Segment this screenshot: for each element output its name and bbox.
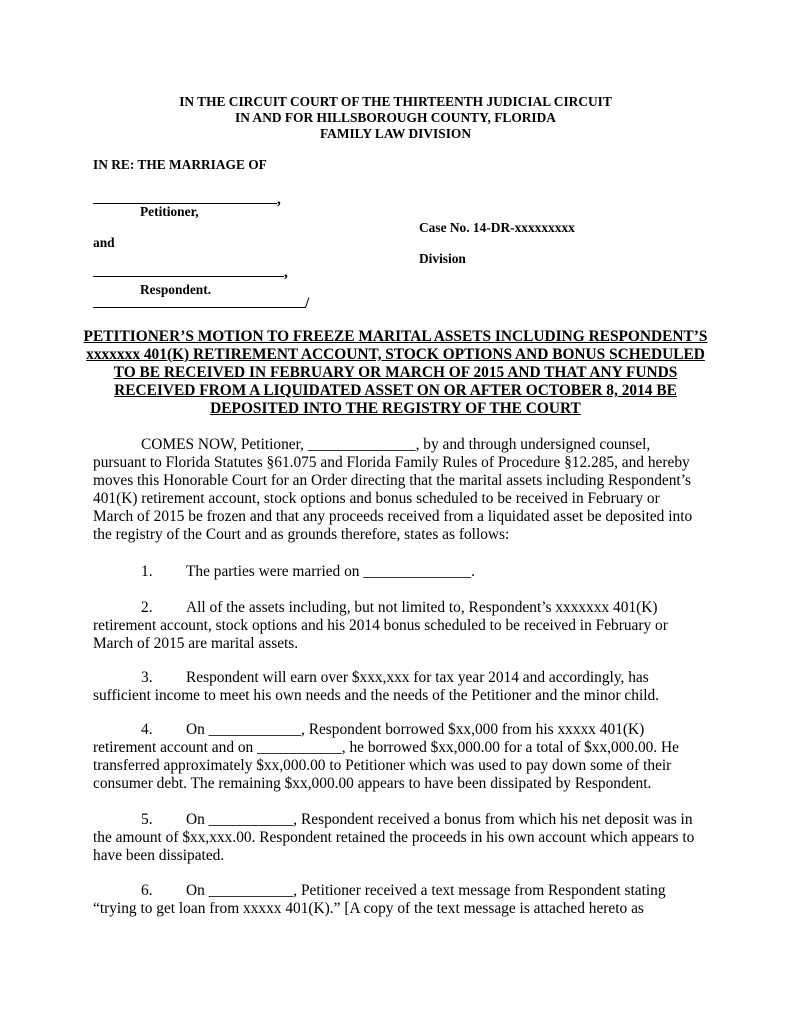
caption-closing-blank — [93, 293, 305, 308]
petitioner-label: Petitioner, — [140, 204, 199, 219]
paragraph-text: Respondent will earn over $xxx,xxx for tax year 2014 and accordingly, has sufficient income to meet his own needs and the needs of the Petitioner and the minor child. — [93, 669, 660, 704]
paragraph-text: On ___________, Respondent received a bonus from which his net deposit was in the amount of $xx,xxx.00. Respondent retained the proceeds in his own account which appears to have been dissipated. — [93, 811, 695, 864]
numbered-paragraph — [93, 882, 699, 918]
intro-text: COMES NOW, Petitioner, ______________, by and through undersigned counsel, pursuant to Florida Statutes §61.075 and Florida Family Rules of Procedure §12.285, and hereby moves this Honorable Court for an Order directing that the marital assets including Respondent’s 401(K) retirement account, stock options and bonus scheduled to be received in February or March of 2015 be frozen and that any proceeds received from a liquidated asset be deposited into the registry of the Court and as grounds therefore, states as follows: — [93, 436, 693, 543]
numbered-paragraph — [93, 721, 699, 793]
case-number: Case No. 14-DR-xxxxxxxxx — [419, 220, 575, 235]
paragraph-text: On ___________, Petitioner received a text message from Respondent stating “trying to get loan from xxxxx 401(K).” [A copy of the text message is attached hereto as — [93, 882, 666, 917]
court-line-1: IN THE CIRCUIT COURT OF THE THIRTEENTH JUDICIAL CIRCUIT — [179, 94, 612, 109]
paragraph-number: 5. — [141, 811, 153, 828]
paragraph-number: 4. — [141, 721, 153, 738]
numbered-paragraph — [93, 811, 699, 865]
paragraph-text: All of the assets including, but not limited to, Respondent’s xxxxxxx 401(K) retirement account, stock options and his 2014 bonus scheduled to be received in February or March of 2015 are marital assets. — [93, 599, 668, 652]
petitioner-name-line: , — [93, 189, 281, 209]
numbered-paragraph — [93, 669, 699, 705]
motion-title: PETITIONER’S MOTION TO FREEZE MARITAL ASSETS INCLUDING RESPONDENT’S xxxxxxx 401(K) RETIREMENT ACCOUNT, STOCK OPTIONS AND BONUS SCHEDULED TO BE RECEIVED IN FEBRUARY OR MARCH OF 2015 AND THAT ANY FUNDS RECEIVED FROM A LIQUIDATED ASSET ON OR AFTER OCTOBER 8, 2014 BE DEPOSITED INTO THE REGISTRY OF THE COURT — [83, 328, 708, 417]
numbered-paragraph — [93, 563, 699, 581]
respondent-name-line: , — [93, 262, 288, 282]
in-re-heading: IN RE: THE MARRIAGE OF — [93, 157, 267, 172]
paragraph-number: 1. — [141, 563, 153, 580]
respondent-label: Respondent. — [140, 282, 212, 297]
respondent-blank — [93, 262, 284, 277]
court-line-3: FAMILY LAW DIVISION — [319, 126, 472, 141]
paragraph-number: 2. — [141, 599, 153, 616]
division-label: Division — [419, 251, 466, 266]
paragraph-number: 6. — [141, 882, 153, 899]
caption-closing-line: / — [93, 293, 309, 313]
intro-paragraph — [93, 436, 699, 544]
court-line-2: IN AND FOR HILLSBOROUGH COUNTY, FLORIDA — [235, 110, 556, 125]
numbered-paragraph — [93, 599, 699, 653]
paragraph-number: 3. — [141, 669, 153, 686]
petitioner-blank — [93, 189, 277, 204]
and-label: and — [93, 235, 115, 250]
paragraph-text: On ____________, Respondent borrowed $xx,000 from his xxxxx 401(K) retirement account and on ___________, he borrowed $xx,000.00 for a total of $xx,000.00. He transferred approximately $xx,000.00 to Petitioner which was used to pay down some of their consumer debt. The remaining $xx,000.00 appears to have been dissipated by Respondent. — [93, 721, 679, 792]
paragraph-text: The parties were married on ______________. — [186, 563, 475, 580]
